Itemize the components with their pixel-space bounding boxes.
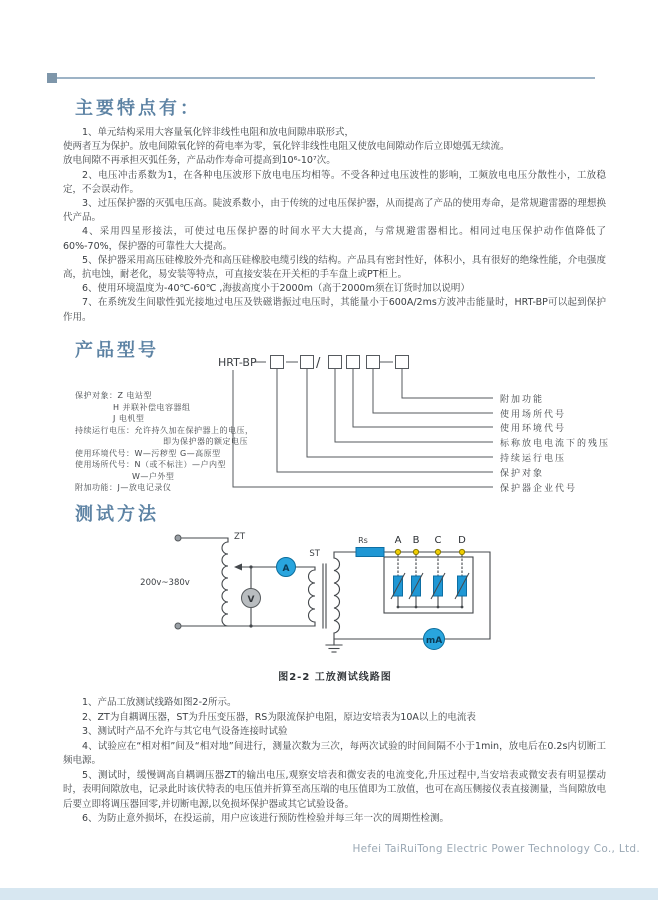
input-terminal <box>175 623 181 629</box>
test-step: 2、ZT为自耦调压器，ST为升压变压器，RS为限流保护电阻，原边安培表为10A以上的电流表 <box>82 711 476 723</box>
terminal-c <box>435 549 440 554</box>
test-step: 3、测试时产品不允许与其它电气设备连接时试验 <box>82 726 288 737</box>
model-prefix: HRT-BP <box>218 356 257 369</box>
feature-line: 6、使用环境温度为-40℃-60℃ ,海拔高度小于2000m（高于2000m须在订货时加以说明） <box>82 283 470 295</box>
test-step: 4、试验应在“相对相”间及“相对地”间进行，测量次数为三次，每两次试验的时间间隔不小于1min，放电后在0.2s内切断工频电源。 <box>63 740 606 766</box>
model-spec-line: J 电机型 <box>113 414 145 423</box>
hv-wire <box>334 552 356 558</box>
resistor-label: Rs <box>358 536 368 545</box>
ammeter-label: A <box>282 564 290 574</box>
tap-arrow-icon <box>234 564 242 571</box>
feature-line: 2、电压冲击系数为1，在各种电压波形下放电电压均相等。不受各种过电压波性的影响，工频放电电压分散性小，工放稳定，不会误动作。 <box>63 169 606 195</box>
dotted-leads <box>398 555 462 576</box>
model-heading: 产品型号 <box>75 340 159 361</box>
ground-icon <box>326 645 342 652</box>
varistor <box>391 573 405 599</box>
transformer-primary-coil <box>309 570 316 626</box>
model-connector-line <box>335 369 493 442</box>
model-field-box <box>396 356 409 369</box>
milliammeter-label: mA <box>425 636 443 646</box>
header-rule <box>47 77 595 79</box>
model-spec-line: 持续运行电压：允许持久加在保护器上的电压， <box>75 425 254 435</box>
model-right-label: 附加功能 <box>500 395 545 405</box>
model-connector-line <box>373 369 493 413</box>
model-right-label: 持续运行电压 <box>500 454 567 464</box>
model-field-box <box>301 356 314 369</box>
terminal-a-label: A <box>394 535 402 546</box>
model-spec-line: 使用环境代号：W—污秽型 G—高原型 <box>75 448 221 458</box>
voltmeter-label: V <box>247 595 255 605</box>
test-steps <box>63 696 606 827</box>
regulator-coil <box>222 542 228 626</box>
feature-line: 3、过压保护器的灭弧电压高。陡波系数小，由于传统的过电压保护器，从而提高了产品的使用寿命，是常规避雷器的理想换代产品。 <box>63 198 606 224</box>
terminal-a <box>395 549 400 554</box>
model-spec-line: W—户外型 <box>132 471 175 481</box>
model-spec-list <box>75 390 325 494</box>
feature-line: 放电间隙不再承担灭弧任务，产品动作寿命可提高到10⁶-10⁷次。 <box>63 155 336 167</box>
model-right-label: 标称放电电流下的残压 <box>500 439 611 449</box>
features-heading: 主要特点有： <box>75 98 201 119</box>
terminal-b-label: B <box>412 535 420 546</box>
model-spec-line: 即为保护器的额定电压 <box>163 437 248 446</box>
features-text <box>63 126 606 325</box>
input-wire-top <box>178 538 228 542</box>
test-step: 5、测试时，缓慢调高自耦调压器ZT的输出电压,观察安培表和微安表的电流变化,升压过程中,当安培表或微安表有明显摆动时，表明间隙放电，记录此时该伏特表的电压值并折算至高压端的电压值即为工放值，也可在高压侧接仪表直接测量，当间隙放电后要立即将调压器回零,并切断电源,以免损坏保护器或其它试验设备。 <box>63 769 606 810</box>
varistors <box>391 573 469 599</box>
model-spec-line: 保护对象：Z 电站型 <box>75 391 153 400</box>
model-right-label: 保护器企业代号 <box>500 484 578 494</box>
feature-line: 4、采用四星形接法，可使过电压保护器的时间水平大大提高，与常规避雷器相比。相同过电压保护动作值降低了60%-70%，保护器的可靠性大大提高。 <box>63 226 606 252</box>
test-heading: 测试方法 <box>75 504 159 525</box>
tap-wire <box>236 567 315 570</box>
model-right-label: 使用环境代号 <box>500 424 567 434</box>
input-terminal <box>175 535 181 541</box>
test-circuit-diagram <box>130 528 600 668</box>
model-field-box <box>271 356 284 369</box>
model-field-box <box>347 356 360 369</box>
varistor <box>431 573 445 599</box>
feature-line: 使两者互为保护。放电间隙氧化锌的荷电率为零，氧化锌非线性电阻又使放电间隙动作后立即熄弧无续流。 <box>63 141 510 153</box>
model-spec-line: 使用场所代号：N（或不标注）—户内型 <box>75 460 226 469</box>
feature-line: 5、保护器采用高压硅橡胶外壳和高压硅橡胶电缆引线的结构。产品具有密封性好，体积小，具有很好的绝缘性能，介电强度高，抗电蚀，耐老化，易安装等特点，可直接安装在开关柜的手车盘上或PT柜上。 <box>63 254 606 281</box>
company-name: Hefei TaiRuiTong Electric Power Technology Co., Ltd. <box>352 843 640 855</box>
model-field-box <box>367 356 380 369</box>
figure-caption: 图2-2 工放测试线路图 <box>278 672 392 683</box>
header-square-icon <box>47 73 57 83</box>
feature-line: 7、在系统发生间歇性弧光接地过电压及铁磁谐振过电压时，其能量小于600A/2ms方波冲击能量时，HRT-BP可以起到保护作用。 <box>63 297 606 323</box>
transformer-label: ST <box>309 549 320 559</box>
terminal-d-label: D <box>458 535 466 546</box>
model-field-box <box>329 356 342 369</box>
transformer-secondary-coil <box>334 558 340 633</box>
voltage-range-label: 200v~380v <box>140 578 190 588</box>
model-right-label: 保护对象 <box>500 469 545 479</box>
model-connector-line <box>402 369 493 398</box>
model-spec-line: 附加功能：J—放电记录仪 <box>75 483 172 492</box>
model-right-label: 使用场所代号 <box>500 410 567 420</box>
test-step: 1、产品工放测试线路如图2-2所示。 <box>82 697 237 708</box>
feature-line: 1、单元结构采用大容量氧化锌非线性电阻和放电间隙串联形式， <box>82 127 355 138</box>
varistor <box>455 573 469 599</box>
bottom-band <box>0 888 658 900</box>
terminal-b <box>413 549 418 554</box>
regulator-label: ZT <box>234 532 246 542</box>
ground-side-wire <box>334 633 424 639</box>
test-step: 6、为防止意外损坏，在投运前，用户应该进行预防性检验并每三年一次的周期性检测。 <box>82 813 450 824</box>
terminal-d <box>459 549 464 554</box>
varistor <box>409 573 423 599</box>
resistor-rs <box>356 548 384 557</box>
model-spec-line: H 并联补偿电容器组 <box>113 402 191 412</box>
terminal-c-label: C <box>434 535 442 546</box>
model-slash: / <box>316 356 321 371</box>
